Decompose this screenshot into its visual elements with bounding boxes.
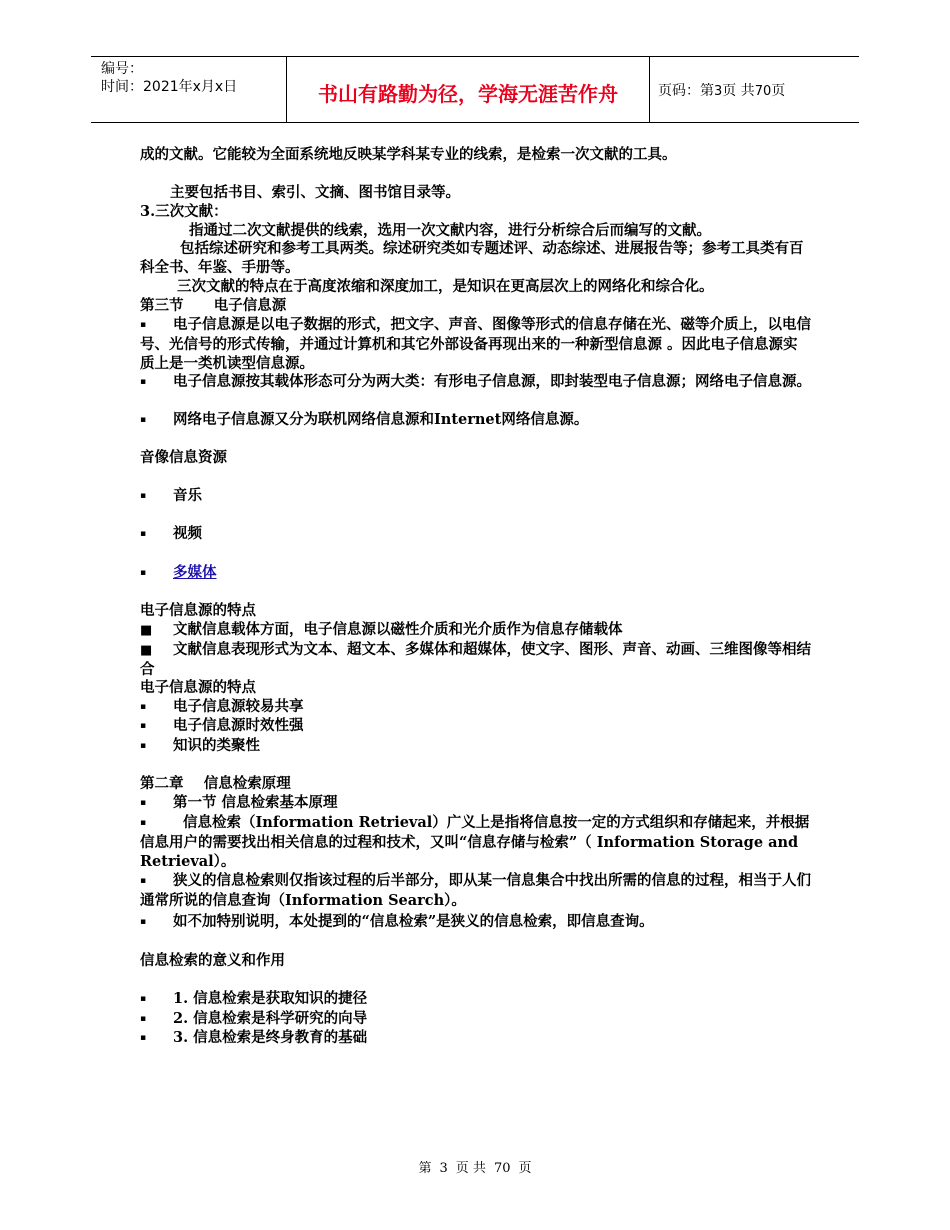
list-item: ▪ 3. 信息检索是终身教育的基础: [140, 1029, 368, 1046]
list-item: ▪ 知识的类聚性: [140, 737, 260, 754]
list-item: ■ 文献信息载体方面，电子信息源以磁性介质和光介质作为信息存储载体: [140, 621, 623, 638]
chapter-heading: 第二章 信息检索原理: [140, 775, 291, 792]
paragraph: 主要包括书目、索引、文摘、图书馆目录等。: [170, 184, 460, 201]
list-item: ▪ 音乐: [140, 487, 202, 504]
bullet-icon: ▪: [140, 994, 147, 1004]
bullet-square-icon: ■: [140, 643, 153, 658]
list-item: ▪ 网络电子信息源又分为联机网络信息源和Internet网络信息源。: [140, 411, 589, 428]
bullet-icon: ▪: [140, 1014, 147, 1024]
section-heading: 信息检索的意义和作用: [140, 952, 285, 969]
section-heading: 电子信息源的特点: [140, 602, 256, 619]
header-page-info: 页码：第3页 共70页: [658, 83, 786, 99]
list-item: ▪ 电子信息源较易共享: [140, 698, 304, 715]
bullet-icon: ▪: [140, 415, 147, 425]
bullet-icon: ▪: [140, 491, 147, 501]
header-divider: [649, 56, 650, 122]
doc-number-label: 编号：: [101, 61, 143, 77]
list-item: ▪ 狭义的信息检索则仅指该过程的后半部分，即从某一信息集合中找出所需的信息的过程，相当于人们通常所说的信息查询（Information Search）。: [140, 872, 811, 909]
list-item: ▪ 视频: [140, 525, 202, 542]
section-heading: 音像信息资源: [140, 449, 227, 466]
list-item: ■ 文献信息表现形式为文本、超文本、多媒体和超媒体，使文字、图形、声音、动画、三维图像等相结合: [140, 641, 811, 678]
bullet-icon: ▪: [140, 320, 147, 330]
bullet-icon: ▪: [140, 1033, 147, 1043]
bullet-icon: ▪: [140, 721, 147, 731]
doc-time-label: 时间：2021年x月x日: [101, 79, 238, 95]
header-top-rule: [91, 56, 859, 57]
list-item: ▪ 信息检索（Information Retrieval）广义上是指将信息按一定的方式组织和存储起来，并根据信息用户的需要找出相关信息的过程和技术，又叫“信息存储与检索”（ Information Storage and Retrieval）。: [140, 814, 810, 870]
paragraph: 成的文献。它能较为全面系统地反映某学科某专业的线索，是检索一次文献的工具。: [140, 146, 677, 163]
bullet-icon: ▪: [140, 798, 147, 808]
list-item: ▪ 第一节 信息检索基本原理: [140, 794, 338, 811]
paragraph: 指通过二次文献提供的线索，选用一次文献内容，进行分析综合后而编写的文献。: [189, 222, 711, 239]
bullet-icon: ▪: [140, 876, 147, 886]
list-item: [140, 563, 217, 583]
list-item: ▪ 1. 信息检索是获取知识的捷径: [140, 990, 368, 1007]
subheading: 3.三次文献：: [140, 203, 228, 220]
list-item: ▪ 电子信息源时效性强: [140, 717, 304, 734]
section-heading: 第三节 电子信息源: [140, 297, 287, 314]
bullet-icon: ▪: [140, 568, 147, 578]
section-heading: 电子信息源的特点: [140, 679, 256, 696]
bullet-square-icon: ■: [140, 623, 153, 638]
list-item: ▪ 如不加特别说明，本处提到的“信息检索”是狭义的信息检索，即信息查询。: [140, 913, 654, 930]
bullet-icon: ▪: [140, 818, 147, 828]
bullet-icon: ▪: [140, 529, 147, 539]
bullet-icon: ▪: [140, 377, 147, 387]
paragraph: 包括综述研究和参考工具两类。综述研究类如专题述评、动态综述、进展报告等；参考工具类有百科全书、年鉴、手册等。: [140, 240, 804, 276]
bullet-icon: ▪: [140, 917, 147, 927]
list-item: ▪ 电子信息源是以电子数据的形式，把文字、声音、图像等形式的信息存储在光、磁等介质上，以电信号、光信号的形式传输，并通过计算机和其它外部设备再现出来的一种新型信息源 。因此电子信息源实质上是一类机读型信息源。: [140, 316, 811, 372]
paragraph: 三次文献的特点在于高度浓缩和深度加工，是知识在更高层次上的网络化和综合化。: [177, 278, 714, 295]
list-item: ▪ 2. 信息检索是科学研究的向导: [140, 1010, 368, 1027]
bullet-icon: ▪: [140, 702, 147, 712]
page-footer: 第 3 页 共 70 页: [418, 1161, 532, 1176]
list-item: ▪ 电子信息源按其载体形态可分为两大类：有形电子信息源，即封装型电子信息源；网络电子信息源。: [140, 373, 811, 390]
bullet-icon: ▪: [140, 741, 147, 751]
header-motto: 书山有路勤为径，学海无涯苦作舟: [318, 82, 618, 106]
header-bottom-rule: [91, 122, 859, 123]
multimedia-link[interactable]: 多媒体: [173, 564, 217, 581]
